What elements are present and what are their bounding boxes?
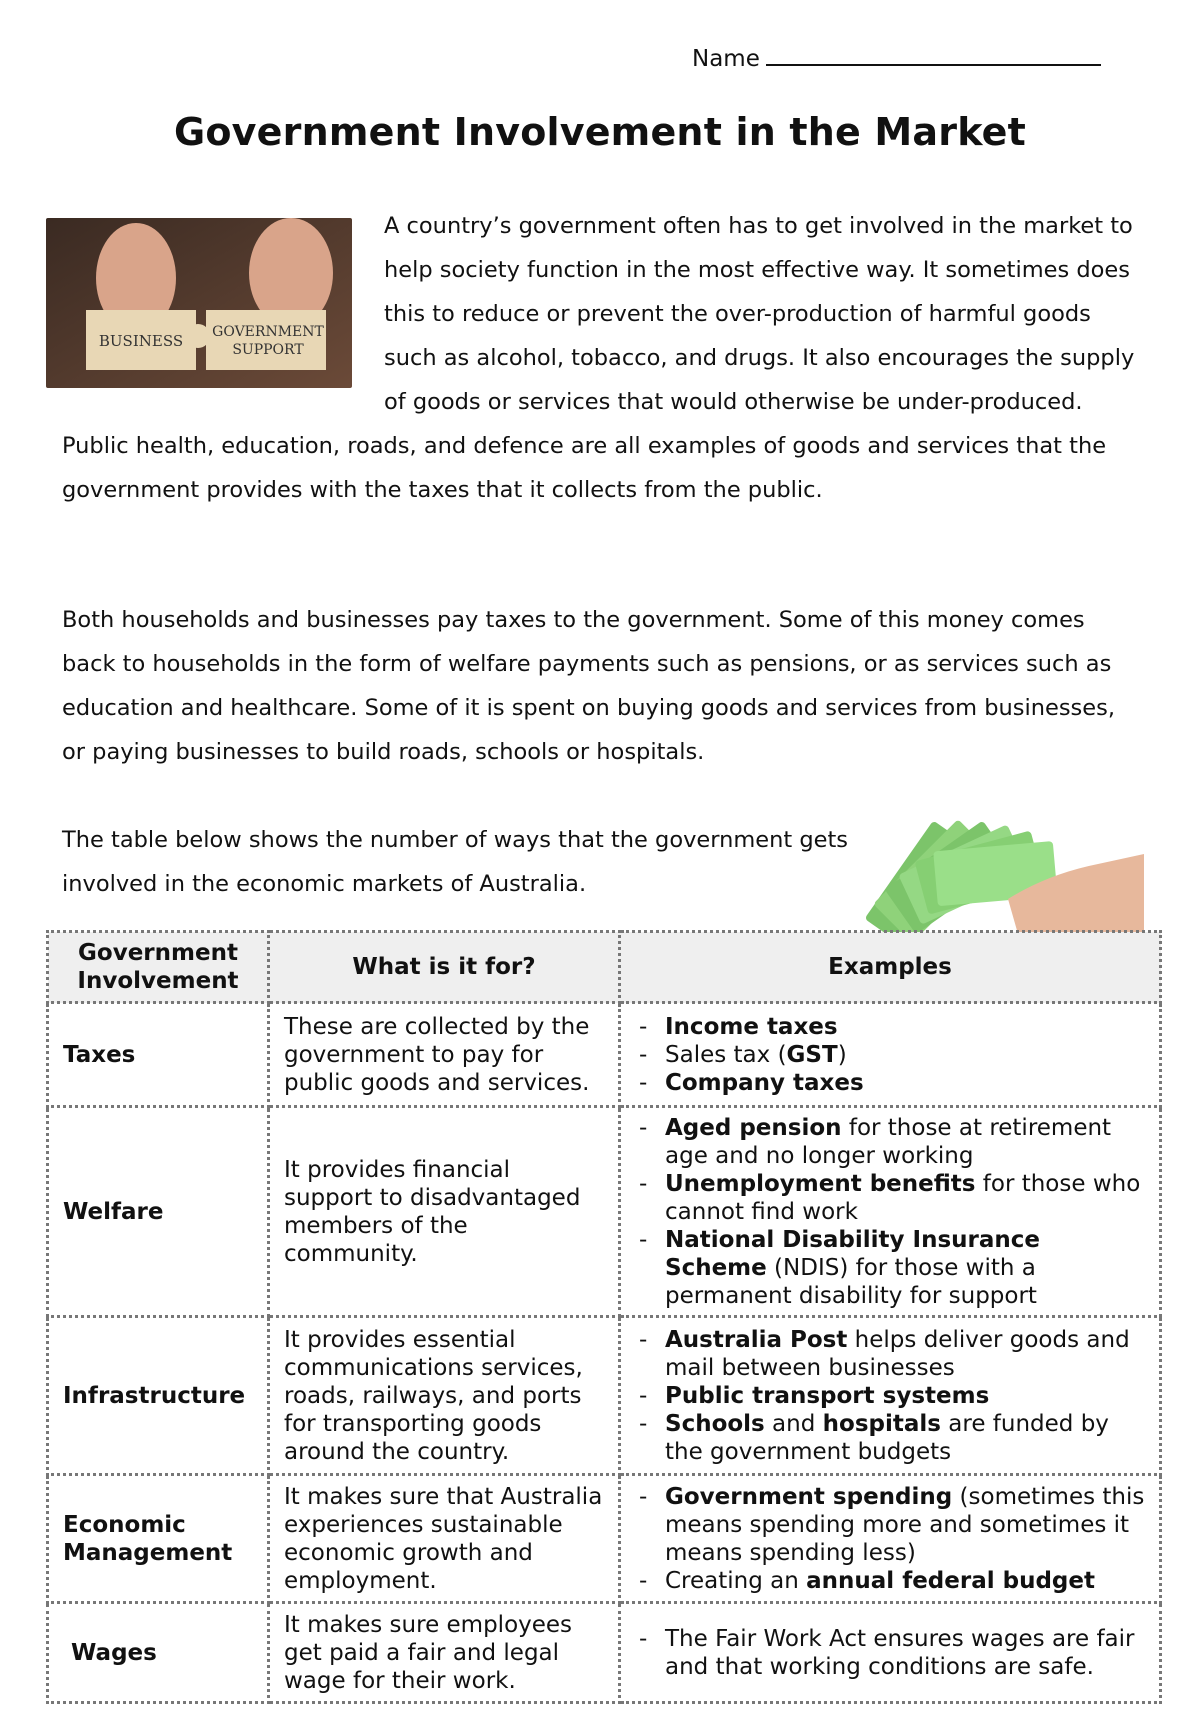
row-examples	[620, 1317, 1161, 1475]
table-row	[48, 1107, 1161, 1317]
header-involvement: Government Involvement	[48, 932, 269, 1003]
row-examples	[620, 1107, 1161, 1317]
row-name: Wages	[48, 1603, 269, 1703]
name-label: Name	[692, 46, 760, 72]
header-purpose: What is it for?	[269, 932, 620, 1003]
row-purpose: It makes sure employees get paid a fair and legal wage for their work.	[269, 1603, 620, 1703]
table-header-row	[48, 932, 1161, 1003]
example-item: - Creating an annual federal budget	[635, 1567, 1145, 1595]
example-item: - Australia Post helps deliver goods and mail between businesses	[635, 1326, 1145, 1382]
row-purpose: These are collected by the government to pay for public goods and services.	[269, 1003, 620, 1107]
row-purpose: It makes sure that Australia experiences sustainable economic growth and employment.	[269, 1475, 620, 1603]
row-name: Welfare	[48, 1107, 269, 1317]
puzzle-left-text: BUSINESS	[98, 332, 184, 350]
hand-holding-money-image	[858, 784, 1144, 954]
row-purpose: It provides financial support to disadvantaged members of the community.	[269, 1107, 620, 1317]
image-float-spacer	[62, 204, 384, 404]
puzzle-right-text-2: SUPPORT	[232, 342, 304, 358]
example-item: - Aged pension for those at retirement age and no longer working	[635, 1114, 1145, 1170]
example-item: - Company taxes	[635, 1069, 1145, 1097]
row-examples	[620, 1475, 1161, 1603]
intro-text: A country’s government often has to get involved in the market to help society function in the most effective way. It sometimes does this to reduce or prevent the over-production of harmful goods such as alcohol, tobacco, and drugs. It also encourages the supply of goods or services that would otherwise be under-produced. Public health, education, roads, and defence are all examples of goods and services that the government provides with the taxes that it collects from the public.	[62, 213, 1135, 503]
example-item: - Schools and hospitals are funded by the government budgets	[635, 1410, 1145, 1466]
government-involvement-table	[46, 930, 1162, 1704]
row-name: Infrastructure	[48, 1317, 269, 1475]
example-item: - Income taxes	[635, 1013, 1145, 1041]
row-name: Taxes	[48, 1003, 269, 1107]
name-blank-line[interactable]	[766, 44, 1101, 66]
table-row	[48, 1003, 1161, 1107]
page-title: Government Involvement in the Market	[173, 110, 1026, 154]
header-examples: Examples	[620, 932, 1161, 1003]
table-row	[48, 1603, 1161, 1703]
row-examples	[620, 1603, 1161, 1703]
puzzle-right-text-1: GOVERNMENT	[212, 324, 324, 340]
intro-paragraph	[62, 204, 1142, 512]
table-row	[48, 1317, 1161, 1475]
row-purpose: It provides essential communications services, roads, railways, and ports for transporting goods around the country.	[269, 1317, 620, 1475]
row-examples	[620, 1003, 1161, 1107]
table-intro-paragraph: The table below shows the number of ways that the government gets involved in the economic markets of Australia.	[62, 827, 849, 897]
name-field[interactable]	[692, 44, 1101, 72]
example-item: - Government spending (sometimes this means spending more and sometimes it means spending less)	[635, 1483, 1145, 1567]
example-item: - National Disability Insurance Scheme (NDIS) for those with a permanent disability for support	[635, 1226, 1145, 1310]
example-item: - Sales tax (GST)	[635, 1041, 1145, 1069]
example-item: - The Fair Work Act ensures wages are fair and that working conditions are safe.	[635, 1625, 1145, 1681]
row-name: Economic Management	[48, 1475, 269, 1603]
example-item: - Public transport systems	[635, 1382, 1145, 1410]
example-item: - Unemployment benefits for those who cannot find work	[635, 1170, 1145, 1226]
table-row	[48, 1475, 1161, 1603]
taxes-paragraph: Both households and businesses pay taxes to the government. Some of this money comes back to households in the form of welfare payments such as pensions, or as services such as education and healthcare. Some of it is spent on buying goods and services from businesses, or paying businesses to build roads, schools or hospitals.	[62, 607, 1115, 765]
